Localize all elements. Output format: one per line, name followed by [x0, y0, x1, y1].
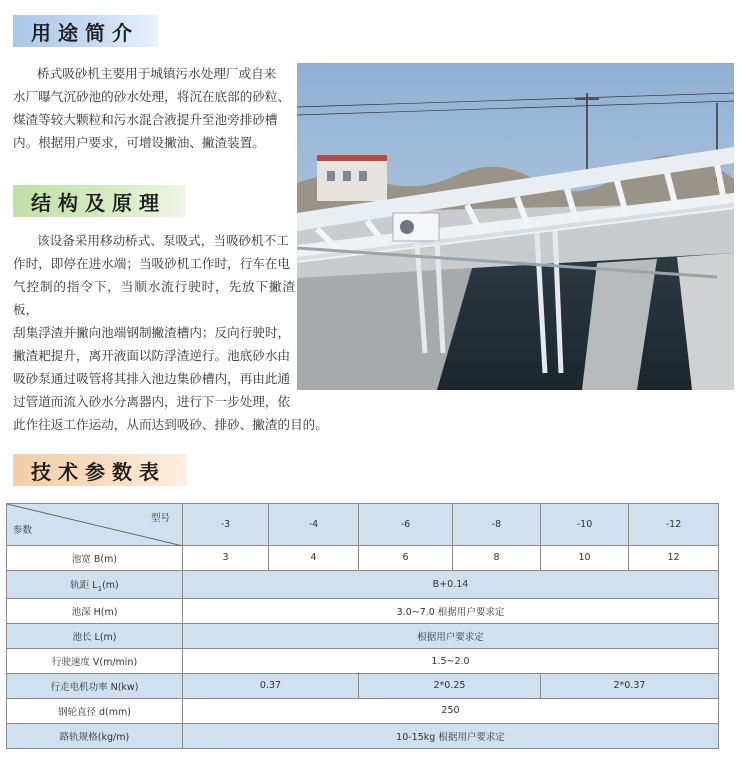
section-heading-usage: [13, 15, 158, 47]
table-cell: 0.37: [183, 674, 359, 699]
section-heading-structure: [13, 185, 185, 217]
structure-line: 此作往返工作运动，从而达到吸砂、排砂、撇渣的目的。: [13, 417, 328, 432]
structure-paragraph: [13, 229, 343, 436]
table-corner-cell: [7, 504, 183, 546]
corner-param-label: 参数: [13, 525, 33, 536]
table-row-pool-length: [7, 624, 719, 649]
row-label: [7, 570, 183, 598]
usage-line: 桥式吸砂机主要用于城镇污水处理厂或自来: [37, 66, 277, 81]
row-label: 行驶速度 V(m/min): [7, 649, 183, 674]
usage-paragraph: [13, 62, 293, 154]
row-label: 钢轮直径 d(mm): [7, 698, 183, 723]
table-cell: 3: [183, 546, 269, 571]
model-header-cell: -10: [541, 504, 629, 546]
section-heading-usage-text: 用途简介: [31, 20, 139, 45]
structure-line: 该设备采用移动桥式、泵吸式，当吸砂机不工: [37, 233, 289, 248]
table-cell: 8: [453, 546, 541, 571]
row-label: 路轨规格(kg/m): [7, 723, 183, 748]
table-cell: 250: [183, 698, 719, 723]
table-header-row: [7, 504, 719, 546]
table-row-pool-depth: [7, 599, 719, 624]
row-label-subscript: 1: [97, 584, 103, 593]
parameter-table: [6, 503, 719, 749]
equipment-photo-illustration: [297, 63, 734, 390]
table-cell: 3.0~7.0 根据用户要求定: [183, 599, 719, 624]
table-row-rail-spec: [7, 723, 719, 748]
row-label-tail: (m): [102, 579, 119, 591]
table-cell: 1.5~2.0: [183, 649, 719, 674]
table-cell: 4: [269, 546, 359, 571]
structure-line: 刮集浮渣并撇向池端钢制撇渣槽内；反向行驶时，: [13, 325, 291, 340]
model-header-cell: -12: [629, 504, 719, 546]
model-header-cell: -3: [183, 504, 269, 546]
table-cell: 10: [541, 546, 629, 571]
usage-line: 煤渣等较大颗粒和污水混合液提升至池旁排砂槽: [13, 112, 278, 127]
section-heading-params: [13, 454, 187, 486]
table-cell: 10-15kg 根据用户要求定: [183, 723, 719, 748]
row-label: 池长 L(m): [7, 624, 183, 649]
table-row-travel-speed: [7, 649, 719, 674]
table-cell: 2*0.25: [359, 674, 541, 699]
model-header-cell: -6: [359, 504, 453, 546]
structure-line: 作时，即停在进水端；当吸砂机工作时，行车在电: [13, 256, 291, 271]
model-header-cell: -8: [453, 504, 541, 546]
table-cell: 12: [629, 546, 719, 571]
row-label: 池深 H(m): [7, 599, 183, 624]
table-row-motor-power: [7, 674, 719, 699]
table-row-pool-width: [7, 546, 719, 571]
section-heading-params-text: 技术参数表: [31, 459, 166, 484]
table-cell: B+0.14: [183, 570, 719, 598]
section-heading-structure-text: 结构及原理: [31, 190, 166, 215]
equipment-photo: [297, 63, 734, 390]
structure-line: 气控制的指令下，当顺水流行驶时，先放下撇渣板，: [13, 279, 295, 317]
structure-line: 过管道而流入砂水分离器内，进行下一步处理，依: [13, 394, 291, 409]
usage-line: 内。根据用户要求，可增设撇油、撇渣装置。: [13, 135, 265, 150]
corner-model-label: 型号: [150, 513, 170, 524]
table-row-track-gauge: [7, 570, 719, 598]
structure-line: 撇渣耙提升，离开液面以防浮渣逆行。池底砂水由: [13, 348, 291, 363]
table-cell: 6: [359, 546, 453, 571]
row-label-main: 轨距 L: [70, 579, 98, 591]
table-cell: 2*0.37: [541, 674, 719, 699]
table-row-wheel-diameter: [7, 698, 719, 723]
table-cell: 根据用户要求定: [183, 624, 719, 649]
structure-line: 吸砂泵通过吸管将其排入池边集砂槽内，再由此通: [13, 371, 291, 386]
usage-line: 水厂曝气沉砂池的砂水处理，将沉在底部的砂粒、: [13, 89, 291, 104]
row-label: 行走电机功率 N(kw): [7, 674, 183, 699]
row-label: 池宽 B(m): [7, 546, 183, 571]
model-header-cell: -4: [269, 504, 359, 546]
